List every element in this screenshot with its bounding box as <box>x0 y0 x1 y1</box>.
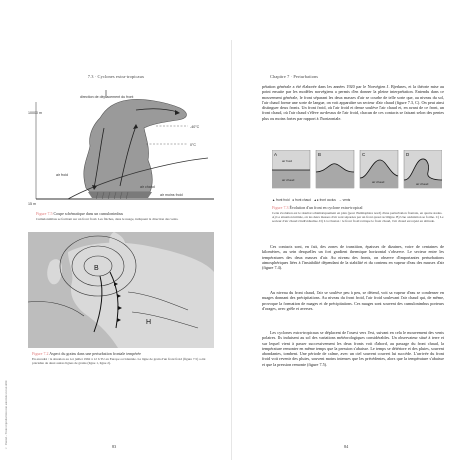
front-evolution-panels <box>272 150 442 196</box>
running-head-chapter: Chapitre 7 <box>270 74 290 79</box>
label-air-moins-froid: air moins froid <box>160 193 183 197</box>
running-head-left <box>0 74 232 79</box>
panel-d-air-chaud: air chaud <box>416 182 429 186</box>
label-temp-0: 0°C <box>190 143 197 147</box>
figure-title: Coupe schématique dans un cumulonimbus <box>53 211 123 216</box>
paragraph-2: Ces contacts sont, en fait, des zones de transition, épaisses de dizaines, voire de centaines de kilomètres, au sein desquelles un fort gradient thermique horizontal s'observe. Le secteur entre les températures des deux masses d'air. Au niveau des fronts, on observe d'importantes perturbations atmosphériques liées à l'instabilité dépendant de la stabilité et du contenu en vapeur d'eau des masses d'air (figure 7.4). <box>262 244 444 271</box>
page-number-right: 84 <box>344 444 349 449</box>
panel-b-letter: B <box>318 152 322 157</box>
panel-d <box>404 150 442 188</box>
figure-title: Évolution d'un front en cyclone extra-tropical <box>289 205 363 210</box>
running-head-section: 7.3 · Cyclones extra-tropicaux <box>87 74 145 79</box>
paragraph-3: Au niveau du front chaud, l'air se soulève peu à peu, se détend, voit sa vapeur d'eau se condenser en nuages donnant des précipitations. Au niveau du front froid, l'air froid soulevant l'air chaud qui, de même, provoque la formation de nuages et de précipitations. Ces nuages sont souvent des cumulonimbus porteurs d'orages, avec grêle et averses. <box>262 290 444 311</box>
figure-label: Figure 7.3 <box>272 205 289 210</box>
figure-caption-body: Cumulonimbus se formant sur un front froid. Les flèches, dans le nuage, indiquent la direction des vents. <box>36 216 179 221</box>
panel-a <box>272 150 310 188</box>
panel-b <box>316 150 354 188</box>
legend-front-froid: ▲ front froid <box>272 198 290 202</box>
label-air-froid: air froid <box>56 173 68 177</box>
panel-a-air-froid: air froid <box>282 159 293 163</box>
legend-vents: → vents <box>338 198 351 202</box>
panel-c-letter: C <box>362 152 366 157</box>
figure-legend <box>272 198 448 202</box>
label-temp-minus40: -40°C <box>190 125 200 129</box>
figure-map <box>28 232 214 348</box>
cumulonimbus-cloud <box>84 99 187 192</box>
figure-cumulonimbus <box>28 88 214 208</box>
page-gutter <box>231 40 232 460</box>
label-altitude-top: 10000 m <box>28 111 42 115</box>
panel-d-letter: D <box>406 152 410 157</box>
map-label-high: H <box>146 319 152 326</box>
panel-c <box>360 150 398 188</box>
figure-cumulonimbus-caption <box>36 212 216 221</box>
figure-caption-body: En encadré : la situation au 1er juillet 1962 à 12 h TU en Europe occidentale. La ligne de grain d'un front froid (figure 7.5) a été précédée de deux autres lignes de grains (ligne 1, ligne 2). <box>32 356 206 365</box>
map-label-low: B <box>94 265 99 272</box>
figure-front-caption <box>272 206 444 223</box>
figure-caption-body: Cette évolution est le résultat schématiquement en plan (pour l'hémisphère nord) d'une perturbation frontale, en quatre stades. A) La situation initiale, où les deux masses d'air sont séparées par un front quasi rectiligne. B) Une ondulation se forme. C) Le secteur d'air chaud s'individualise. D) L'occlusion : le front froid rattrape le front chaud, l'air chaud est rejeté en altitude. <box>272 210 444 223</box>
panel-c-air-chaud: air chaud <box>372 180 385 184</box>
figure-label: Figure 7.5 <box>36 211 53 216</box>
label-air-chaud: air chaud <box>140 185 155 189</box>
figure-map-caption <box>32 352 216 365</box>
page-number-left: 83 <box>112 444 117 449</box>
label-altitude-bottom: 15 m <box>28 202 36 206</box>
label-direction: direction de déplacement du front <box>80 95 134 99</box>
running-head-right: Chapitre 7 · Perturbations <box>270 74 319 79</box>
right-intro-paragraph: pétation générale a été élaborée dans les années 1920 par le Norvégien J. Bjerknes, et la théorie mise au point ensuite par les modèles norvégiens a permis d'en donner la pleine interprétation. Entendu dans ce mouvement générale, le front séparant les deux masses d'air se courbe de telle sorte que, au niveau du sol, l'air chaud forme une sorte de langue, on voit apparaître un secteur d'air chaud (figure 7.3, C). On peut ainsi distinguer deux fronts. Un front froid, où l'air froid et dense soulève l'air chaud et, en avant de ce front, un front chaud, où l'air chaud s'élève au-dessus de l'air froid, chacun de ces contacts se faisant selon des pentes plus ou moins fortes par rapport à l'horizontale. <box>262 84 444 121</box>
panel-a-air-chaud: air chaud <box>282 178 295 182</box>
legend-front-occlus: ▲● front occlus <box>313 198 336 202</box>
paragraph-4: Les cyclones extra-tropicaux se déplacent de l'ouest vers l'est, suivant en cela le mouvement des vents polaires. Ils induisent au sol des variations météorologiques considérables. Un observateur situé à terre et sur lequel vient à passer successivement les deux fronts voit d'abord, au passage du front chaud, la température remonter en même temps que la pression s'abaisse. Le temps se détériore et des pluies, souvent abondantes, tombent. Une période de calme, avec un ciel souvent couvert lui succède. L'arrivée du front froid voit revenir des pluies, souvent moins intenses que les précédentes, alors que la température s'abaisse et que la pression remonte (figure 7.5). <box>262 330 444 367</box>
figure-label: Figure 7.2 <box>32 351 49 356</box>
running-head-title: Perturbations <box>293 74 319 79</box>
synoptic-map <box>28 232 214 348</box>
panel-a-letter: A <box>274 152 278 157</box>
copyright-side-note: © Dunod – Toute reproduction non autorisée est un délit <box>4 380 8 450</box>
legend-front-chaud: ● front chaud <box>292 198 311 202</box>
figure-title: Aspect du grains dans une perturbation frontale tempérée <box>49 351 141 356</box>
cumulonimbus-diagram <box>28 88 214 208</box>
figure-front-evolution <box>272 150 442 196</box>
